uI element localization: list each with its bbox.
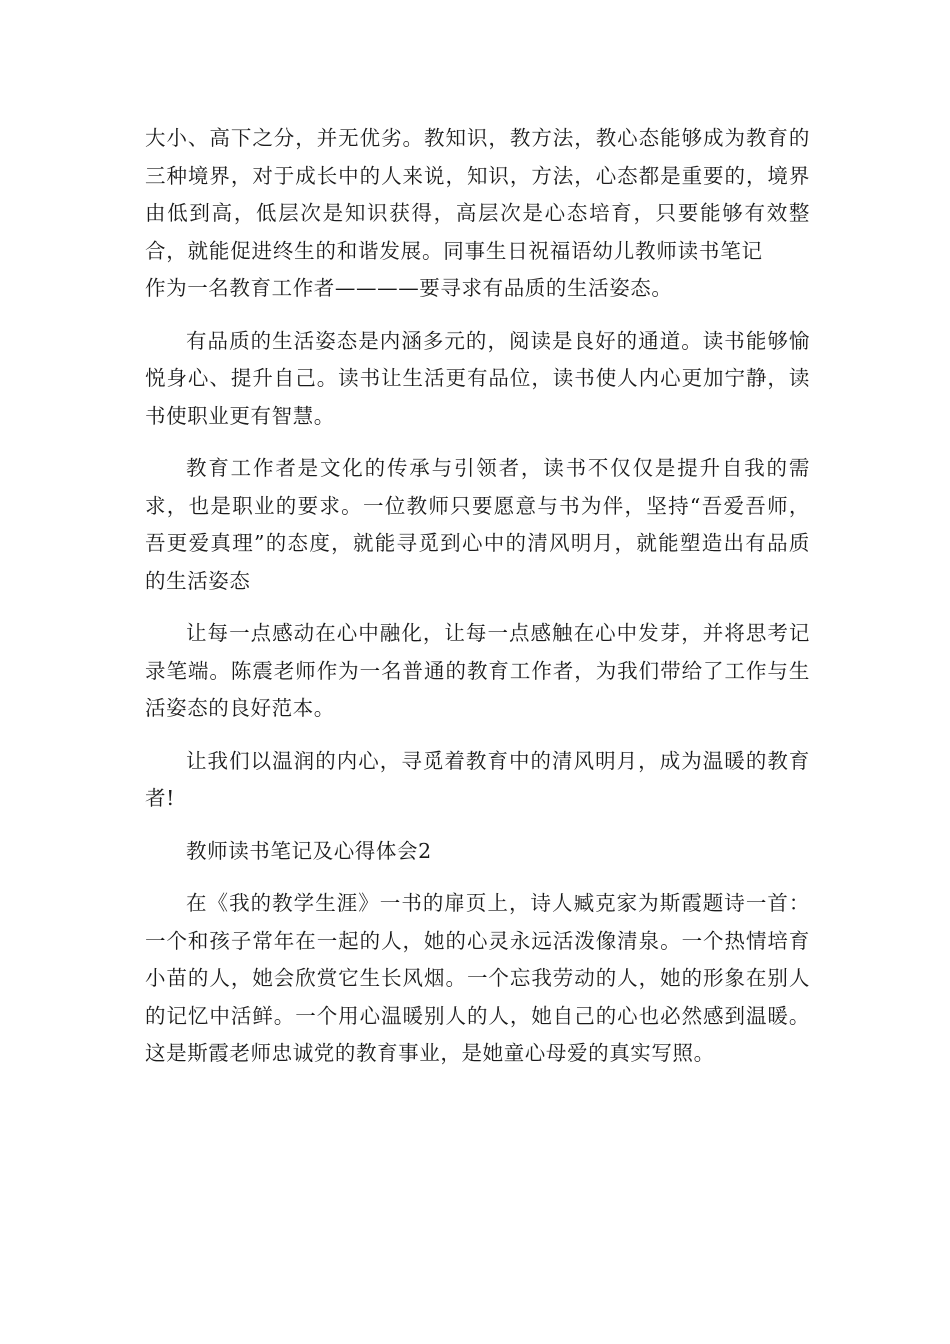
document-body [145,120,810,1088]
paragraph-emotion-record: 让每一点感动在心中融化，让每一点感触在心中发芽，并将思考记录笔端。陈震老师作为一名普通的教育工作者，为我们带给了工作与生活姿态的良好范本。 [145,621,810,720]
section-heading: 教师读书笔记及心得体会2 [186,838,432,863]
paragraph-continuation-text-2: 作为一名教育工作者————要寻求有品质的生活姿态。 [145,276,673,300]
paragraph-reading-value: 有品质的生活姿态是内涵多元的，阅读是良好的通道。读书能够愉悦身心、提升自己。读书让生活更有品位，读书使人内心更加宁静，读书使职业更有智慧。 [145,328,810,428]
paragraph-continuation [145,120,810,308]
paragraph-educator-role: 教育工作者是文化的传承与引领者，读书不仅仅是提升自我的需求，也是职业的要求。一位教师只要愿意与书为伴，坚持“吾爱吾师，吾更爱真理”的态度，就能寻觅到心中的清风明月，就能塑造出有品质的生活姿态 [145,456,810,593]
paragraph-warm-educator: 让我们以温润的内心，寻觅着教育中的清风明月，成为温暖的教育者! [145,748,810,810]
paragraph-poem-quote: 在《我的教学生涯》一书的扉页上，诗人臧克家为斯霞题诗一首：一个和孩子常年在一起的人，她的心灵永远活泼像清泉。一个热情培育小苗的人，她会欣赏它生长风烟。一个忘我劳动的人，她的形象在别人的记忆中活鲜。一个用心温暖别人的人，她自己的心也必然感到温暖。这是斯霞老师忠诚党的教育事业，是她童心母爱的真实写照。 [145,891,810,1065]
paragraph-continuation-text: 大小、高下之分，并无优劣。教知识，教方法，教心态能够成为教育的三种境界，对于成长中的人来说，知识，方法，心态都是重要的，境界由低到高，低层次是知识获得，高层次是心态培育，只要能够有效整合，就能促进终生的和谐发展。同事生日祝福语幼儿教师读书笔记 [145,126,810,263]
